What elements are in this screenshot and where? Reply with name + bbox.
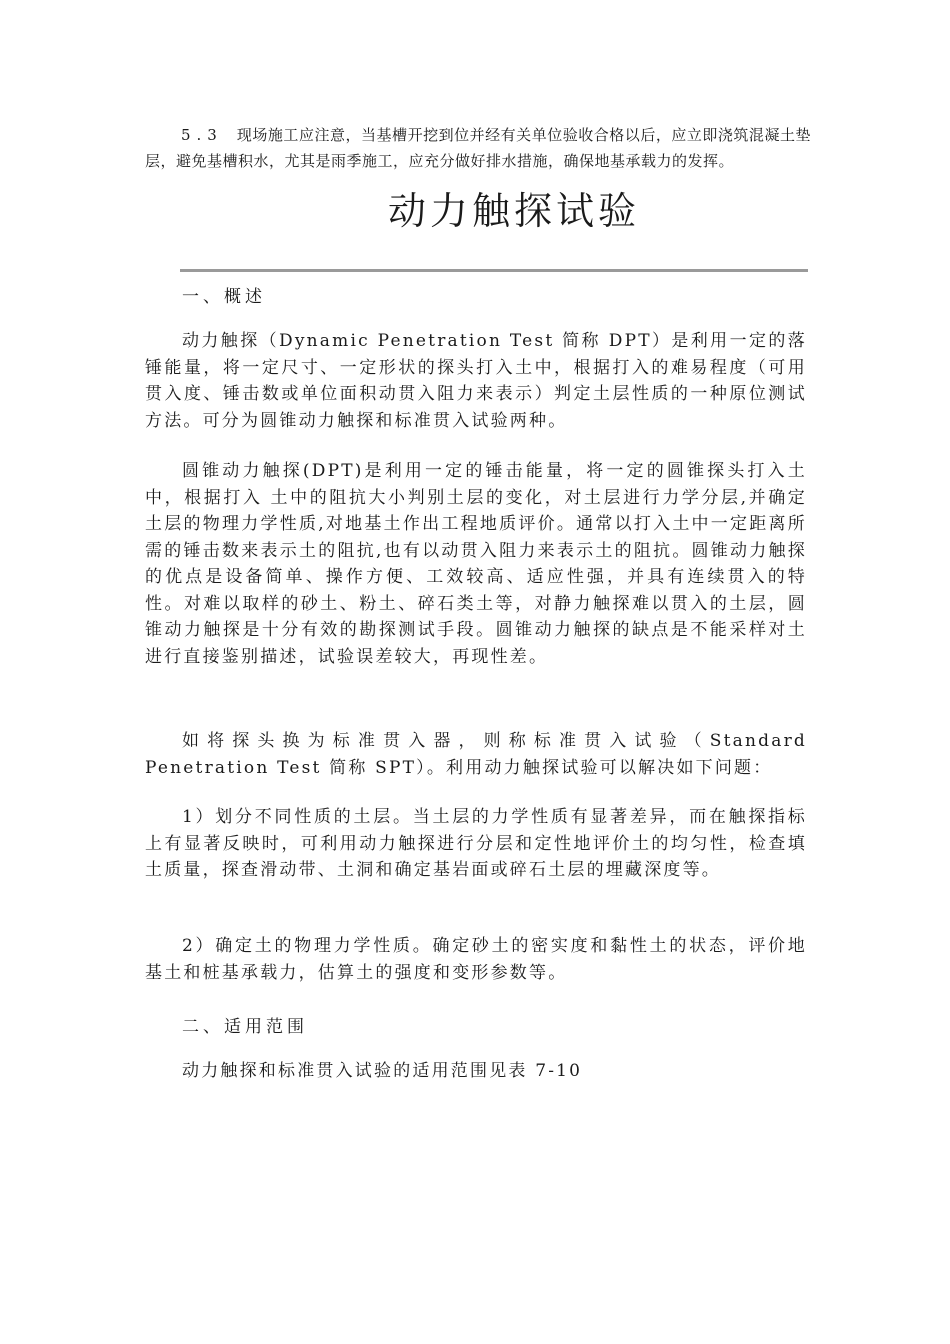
page-title: 动力触探试验: [388, 189, 641, 233]
paragraph-spt: 如将探头换为标准贯入器，则称标准贯入试验（Standard Penetration Test 简称 SPT）。利用动力触探试验可以解决如下问题：: [145, 731, 807, 778]
paragraph-item-2: 2）确定土的物理力学性质。确定砂土的密实度和黏性土的状态，评价地基土和桩基承载力，估算土的强度和变形参数等。: [145, 936, 807, 983]
paragraph-cone-dpt: 圆锥动力触探(DPT)是利用一定的锤击能量，将一定的圆锥探头打入土中，根据打入 土中的阻抗大小判别土层的变化，对土层进行力学分层,并确定土层的物理力学性质,对地基土作出工程地质评价。通常以打入土中一定距离所需的锤击数来表示土的阻抗,也有以动贯入阻力来表示土的阻抗。圆锥动力触探的优点是设备简单、操作方便、工效较高、适应性强，并具有连续贯入的特性。对难以取样的砂土、粉土、碎石类土等，对静力触探难以贯入的土层，圆锥动力触探是十分有效的勘探测试手段。圆锥动力触探的缺点是不能采样对土进行直接鉴别描述，试验误差较大，再现性差。: [145, 461, 807, 667]
paragraph-scope: 动力触探和标准贯入试验的适用范围见表 7-10: [182, 1061, 583, 1081]
paragraph-dpt-definition: 动力触探（Dynamic Penetration Test 简称 DPT）是利用一定的落锤能量，将一定尺寸、一定形状的探头打入土中，根据打入的难易程度（可用贯入度、锤击数或单位面积动贯入阻力来表示）判定土层性质的一种原位测试方法。可分为圆锥动力触探和标准贯入试验两种。: [145, 331, 807, 431]
title-divider: [180, 269, 808, 272]
section-heading-overview: 一、概述: [182, 287, 266, 307]
intro-text: 现场施工应注意，当基槽开挖到位并经有关单位验收合格以后，应立即浇筑混凝土垫层，避免基槽积水，尤其是雨季施工，应充分做好排水措施，确保地基承载力的发挥。: [145, 126, 811, 170]
section-heading-scope: 二、适用范围: [182, 1017, 308, 1037]
intro-section-number: 5.3: [181, 126, 223, 144]
intro-paragraph: [145, 122, 811, 174]
paragraph-item-1: 1）划分不同性质的土层。当土层的力学性质有显著差异，而在触探指标上有显著反映时，可利用动力触探进行分层和定性地评价土的均匀性，检查填土质量，探查滑动带、土洞和确定基岩面或碎石土层的埋藏深度等。: [145, 807, 807, 880]
